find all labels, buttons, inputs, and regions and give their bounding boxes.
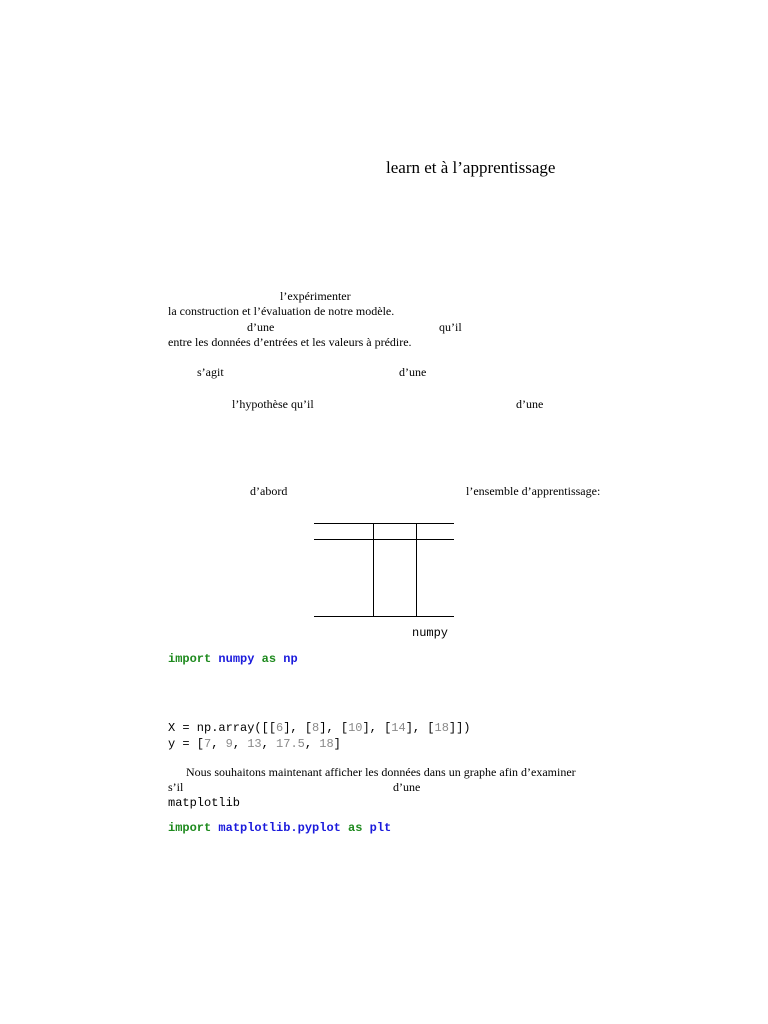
code-number: 9: [225, 737, 233, 751]
code-alias: plt: [369, 821, 392, 835]
code-keyword: as: [348, 821, 363, 835]
code-number: 13: [247, 737, 262, 751]
text-line: Nous souhaitons maintenant afficher les données dans un graphe afin d’examiner: [186, 765, 576, 779]
table-column-divider: [373, 523, 374, 616]
text-fragment: l’expérimenter: [280, 289, 351, 303]
table-header-rule: [314, 539, 454, 540]
section-heading: learn et à l’apprentissage: [386, 158, 556, 177]
code-x-array: X = np.array([[6], [8], [10], [14], [18]]): [168, 721, 471, 735]
text-fragment: d’abord: [250, 484, 288, 498]
code-number: 7: [204, 737, 212, 751]
code-text: X = np.array([[: [168, 721, 277, 735]
text-fragment: d’une: [393, 780, 421, 794]
code-number: 14: [391, 721, 406, 735]
text-line: entre les données d’entrées et les valeurs à prédire.: [168, 335, 412, 349]
code-module: matplotlib.pyplot: [218, 821, 341, 835]
code-number: 6: [276, 721, 284, 735]
code-number: 17.5: [276, 737, 305, 751]
code-alias: np: [283, 652, 298, 666]
text-line: la construction et l’évaluation de notre modèle.: [168, 304, 395, 318]
code-import-matplotlib: [168, 822, 391, 834]
code-text: y = [: [168, 737, 205, 751]
text-fragment: d’une: [247, 320, 275, 334]
table-bottom-rule: [314, 616, 454, 617]
text-fragment: d’une: [399, 365, 427, 379]
code-keyword: as: [261, 652, 277, 666]
text-fragment: qu’il: [439, 320, 462, 334]
text-fragment: d’une: [516, 397, 544, 411]
table-column-divider: [416, 523, 417, 616]
matplotlib-label: matplotlib: [168, 796, 241, 810]
code-number: 18: [434, 721, 449, 735]
code-number: 8: [312, 721, 320, 735]
code-number: 18: [319, 737, 334, 751]
code-keyword: import: [168, 821, 212, 835]
code-keyword: import: [168, 652, 212, 666]
text-fragment: l’ensemble d’apprentissage:: [466, 484, 601, 498]
code-import-numpy: [168, 653, 298, 665]
text-fragment: s’il: [168, 780, 184, 794]
numpy-label: numpy: [412, 626, 449, 640]
table-top-rule: [314, 523, 454, 524]
code-number: 10: [348, 721, 363, 735]
text-fragment: s’agit: [197, 365, 224, 379]
code-y-list: y = [7, 9, 13, 17.5, 18]: [168, 737, 341, 751]
code-module: numpy: [218, 652, 255, 666]
text-fragment: l’hypothèse qu’il: [232, 397, 314, 411]
